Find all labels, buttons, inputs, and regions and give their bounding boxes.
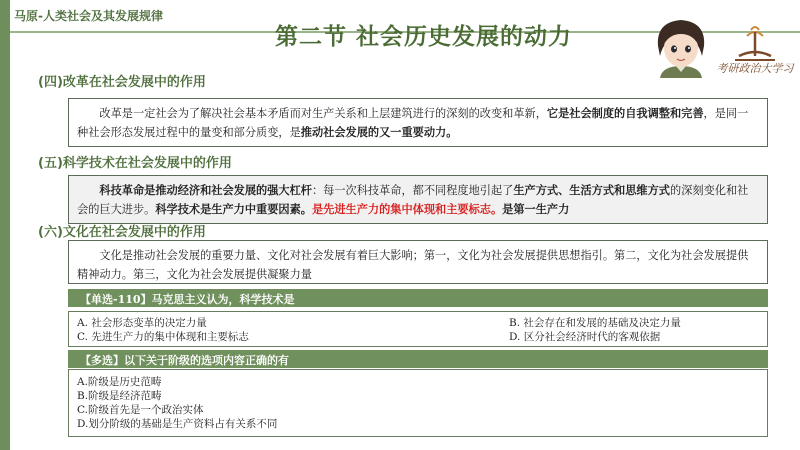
question-1-label: 【单选-110】马克思主义认为，科学技术是	[68, 289, 768, 307]
question-2-label: 【多选】以下关于阶级的选项内容正确的有	[68, 350, 768, 368]
left-accent-bar	[0, 0, 10, 450]
science-text-6: 是先进生产力的集中体现和主要标志。	[311, 202, 503, 216]
science-text-1: 科技革命是推动经济和社会发展的强大杠杆	[99, 183, 312, 197]
avatar	[652, 16, 710, 78]
q1-option-d[interactable]: D. 区分社会经济时代的客观依据	[509, 331, 661, 343]
reform-text-3: ，是同一种社会形态发展过程中的量变和部分质变，是	[77, 107, 749, 139]
science-text-5: 科学技术是生产力中重要因素。	[155, 202, 312, 216]
brand-logo	[715, 22, 795, 82]
reform-text-2: 它是社会制度的自我调整和完善	[546, 106, 704, 120]
science-text-box	[68, 175, 768, 224]
q1-option-b[interactable]: B. 社会存在和发展的基础及决定力量	[509, 317, 681, 329]
science-text-7: 是第一生产力	[502, 202, 570, 216]
q2-option-a[interactable]: A.阶级是历史范畴	[77, 376, 162, 388]
question-1-options	[68, 311, 768, 347]
section-heading-science: (五)科学技术在社会发展中的作用	[38, 156, 232, 171]
q1-option-c[interactable]: C. 先进生产力的集中体现和主要标志	[77, 331, 249, 343]
section-heading-reform: (四)改革在社会发展中的作用	[38, 75, 206, 90]
course-tag: 马原-人类社会及其发展规律	[14, 9, 163, 23]
culture-text-box	[68, 240, 768, 284]
logo-text: 考研政治大学习	[716, 62, 794, 75]
q2-option-b[interactable]: B.阶级是经济范畴	[77, 390, 162, 402]
reform-text-box	[68, 98, 768, 147]
science-text-2: ：每一次科技革命，都不同程度地引起了	[311, 184, 514, 197]
question-2-options	[68, 369, 768, 437]
q1-option-a[interactable]: A. 社会形态变革的决定力量	[77, 317, 207, 329]
q2-option-d[interactable]: D.划分阶级的基础是生产资料占有关系不同	[77, 418, 278, 430]
reform-text-1: 改革是一定社会为了解决社会基本矛盾而对生产关系和上层建筑进行的深刻的改变和革新，	[99, 107, 547, 120]
science-text-4: 的深刻变化和社会的巨大进步。	[77, 184, 749, 216]
q2-option-c[interactable]: C.阶级首先是一个政治实体	[77, 404, 204, 416]
reform-text-4: 推动社会发展的又一重要动力。	[300, 125, 458, 139]
page-title: 第二节 社会历史发展的动力	[275, 24, 573, 50]
culture-text: 文化是推动社会发展的重要力量、文化对社会发展有着巨大影响；第一，文化为社会发展提供思想指引。第二，文化为社会发展提供精神动力。第三，文化为社会发展提供凝聚力量	[77, 249, 749, 281]
section-heading-culture: (六)文化在社会发展中的作用	[38, 225, 206, 240]
science-text-3: 生产方式、生活方式和思维方式	[513, 183, 670, 197]
